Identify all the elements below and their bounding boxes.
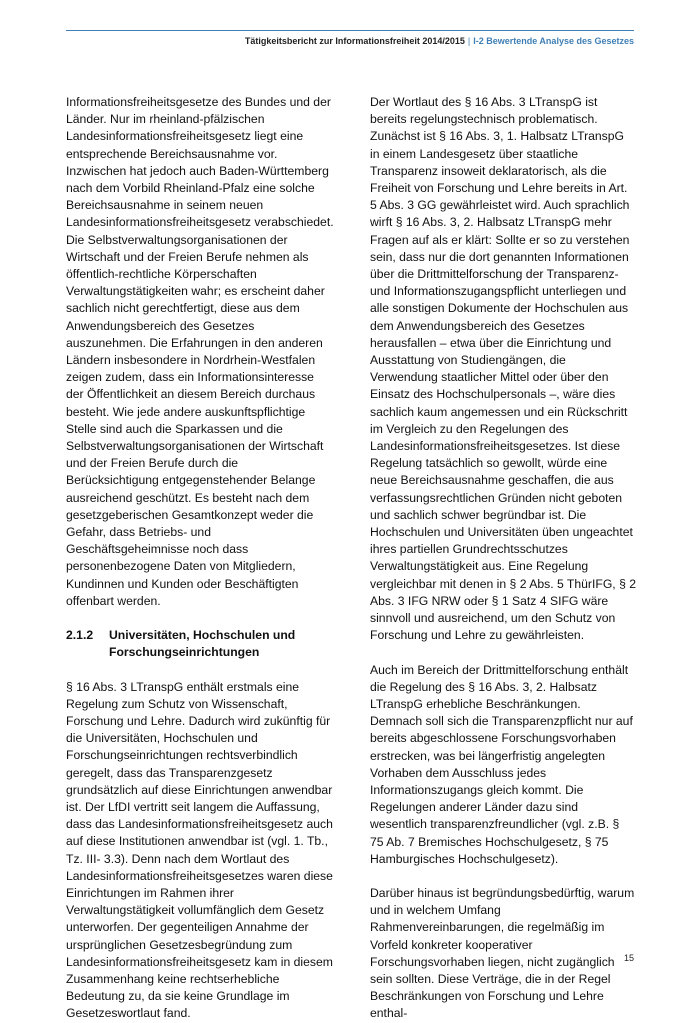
- right-column: [370, 94, 636, 1023]
- right-paragraph-1: Der Wortlaut des § 16 Abs. 3 LTranspG ist bereits regelungstechnisch problematisch. Zunächst ist § 16 Abs. 3, 1. Halbsatz LTranspG in einem Landesgesetz über staatliche Transparenz insoweit deklaratorisch, als die Freiheit von Forschung und Lehre bereits in Art. 5 Abs. 3 GG gewährleistet wird. Auch sprachlich wirft § 16 Abs. 3, 2. Halbsatz LTranspG mehr Fragen auf als er klärt: Sollte er so zu verstehen sein, dass nur die dort genannten Informationen über die Drittmittelforschung der Transparenz- und Informationszugangspflicht unterliegen und alle sonstigen Dokumente der Hochschulen aus dem Anwendungsbereich des Gesetzes herausfallen – etwa über die Einrichtung und Ausstattung von Studiengängen, die Verwendung staatlicher Mittel oder über den Einsatz des Hochschulpersonals –, wäre dies sachlich kaum angemessen und ein Rückschritt im Vergleich zu den Regelungen des Landesinformationsfreiheitsgesetzes. Ist diese Regelung tatsächlich so gewollt, würde eine neue Bereichsausnahme geschaffen, die aus verfassungsrechtlichen Gründen nicht geboten und sachlich schwer begründbar ist. Die Hochschulen und Universitäten üben ungeachtet ihres partiellen Grundrechtsschutzes Verwaltungstätigkeit aus. Eine Regelung vergleichbar mit denen in § 2 Abs. 5 ThürIFG, § 2 Abs. 3 IFG NRW oder § 1 Satz 4 SIFG wäre sinnvoll und ausreichend, um den Schutz von Forschung und Lehre zu gewährleisten.: [370, 95, 637, 643]
- right-paragraph-3: Darüber hinaus ist begründungsbedürftig, warum und in welchem Umfang Rahmenvereinbarungen, die regelmäßig im Vorfeld konkreter kooperativer Forschungsvorhaben liegen, nicht zugänglich sein sollten. Diese Verträge, die in der Regel Beschränkungen von Forschung und Lehre enthal-: [370, 885, 635, 1021]
- header-separator: |: [467, 36, 471, 46]
- section-heading: [66, 627, 334, 661]
- left-paragraph-1: Informationsfreiheitsgesetze des Bundes und der Länder. Nur im rheinland-pfälzischen Landesinformationsfreiheitsgesetz liegt eine entsprechende Bereichsausnahme vor. Inzwischen hat jedoch auch Baden-Württemberg nach dem Vorbild Rheinland-Pfalz eine solche Bereichsausnahme in seinem neuen Landesinformationsfreiheitsgesetz verabschiedet. Die Selbstverwaltungsorganisationen der Wirtschaft und der Freien Berufe nehmen als öffentlich-rechtliche Körperschaften Verwaltungstätigkeiten wahr; es erscheint daher sachlich nicht gerechtfertigt, diese aus dem Anwendungsbereich des Gesetzes auszunehmen. Die Erfahrungen in den anderen Ländern insbesondere in Nordrhein-Westfalen zeigen zudem, dass ein Informationsinteresse der Öffentlichkeit an diesem Bereich durchaus besteht. Wie jede andere auskunftspflichtige Stelle sind auch die Sparkassen und die Selbstverwaltungsorganisationen der Wirtschaft und der Freien Berufe durch die Berücksichtigung entgegenstehender Belange ausreichend geschützt. Es besteht nach dem gesetzgeberischen Gesamtkonzept weder die Gefahr, dass Betriebs- und Geschäftsgeheimnisse noch dass personenbezogene Daten von Mitgliedern, Kundinnen und Kunden oder Beschäftigten offenbart werden.: [66, 95, 334, 608]
- header-rule: [66, 30, 634, 31]
- header-section: I-2 Bewertende Analyse des Gesetzes: [473, 36, 634, 46]
- running-header: [245, 36, 634, 46]
- page-number: 15: [623, 953, 634, 963]
- header-title: Tätigkeitsbericht zur Informationsfreiheit 2014/2015: [244, 36, 465, 46]
- right-paragraph-2: Auch im Bereich der Drittmittelforschung enthält die Regelung des § 16 Abs. 3, 2. Halbsatz LTranspG erhebliche Beschränkungen. Demnach soll sich die Transparenzpflicht nur auf bereits abgeschlossene Forschungsvorhaben erstrecken, was bei längerfristig angelegten Vorhaben dem Ausschluss jedes Informationszugangs gleich kommt. Die Regelungen anderer Länder dazu sind wesentlich transparenzfreundlicher (vgl. z.B. § 75 Ab. 7 Bremisches Hochschulgesetz, § 75 Hamburgisches Hochschulgesetz).: [370, 662, 633, 866]
- left-column: [66, 94, 334, 1023]
- section-heading-number: 2.1.2: [66, 628, 94, 643]
- left-paragraph-2: § 16 Abs. 3 LTranspG enthält erstmals eine Regelung zum Schutz von Wissenschaft, Forschung und Lehre. Dadurch wird zukünftig für die Universitäten, Hochschulen und Forschungseinrichtungen rechtsverbindlich geregelt, dass das Transparenzgesetz grundsätzlich auf diese Einrichtungen anwendbar ist. Der LfDI vertritt seit langem die Auffassung, dass das Landesinformationsfreiheitsgesetz auch auf diese Institutionen anwendbar ist (vgl. 1. Tb., Tz. III- 3.3). Denn nach dem Wortlaut des Landesinformationsfreiheitsgesetzes waren diese Einrichtungen im Rahmen ihrer Verwaltungstätigkeit vollumfänglich dem Gesetz unterworfen. Der gegenteiligen Annahme der ursprünglichen Gesetzesbegründung zum Landesinformationsfreiheitsgesetz kam in diesem Zusammenhang keine rechtserhebliche Bedeutung zu, da sie keine Grundlage im Gesetzeswortlaut fand.: [66, 679, 333, 1021]
- section-heading-text: Universitäten, Hochschulen und Forschungseinrichtungen: [109, 628, 296, 660]
